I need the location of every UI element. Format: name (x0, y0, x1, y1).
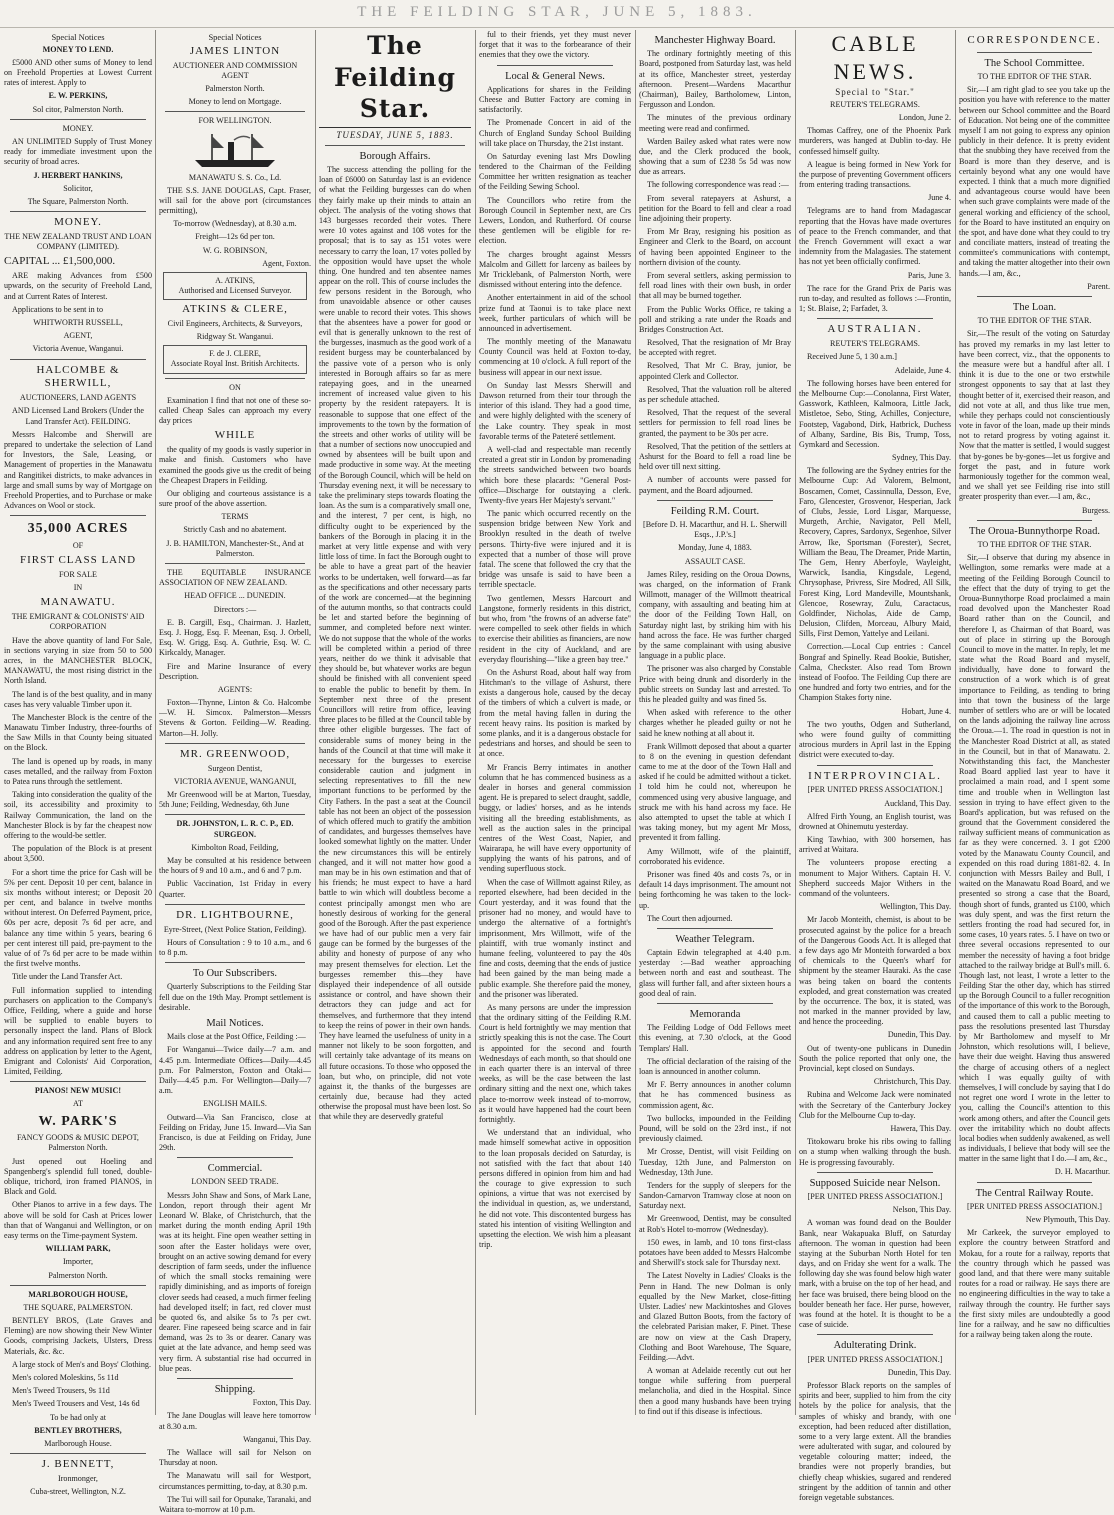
article-text: King Tawhiao, with 300 horsemen, has arrived at Waitara. (799, 835, 951, 855)
ad-heading: THE EQUITABLE INSURANCE ASSOCIATION OF NEW ZEALAND. (159, 568, 311, 588)
ad-text: THE SQUARE, PALMERSTON. (23, 1302, 133, 1312)
column-6 (799, 30, 952, 1503)
ad-heading: J. BENNETT, (41, 1458, 115, 1471)
ad-text: May be consulted at his residence between the hours of 9 and 10 a.m., and 6 and 7 p.m. (159, 856, 311, 876)
ad-text: Kimbolton Road, Feilding, (191, 842, 279, 852)
ad-text: FANCY GOODS & MUSIC DEPOT, Palmerston North. (17, 1133, 139, 1153)
section-header: Special Notices (51, 32, 105, 42)
ad-text: Sol citor, Palmerston North. (32, 104, 124, 114)
article-text: As many persons are under the impression that the ordinary sitting of the Feilding R.M. Court is held fortnightly we may mention that strictly speaking this is not the case. The Court is appointed for the second and fourth Wednesdays of each month, so that should one in each quarter there is an interval of three weeks, as will be the case between the last ordinary sitting and the next one, which takes place to-morrow week instead of to-morrow, as it would have happened had the court been fortnightly. (479, 1002, 631, 1124)
divider (165, 563, 305, 564)
ad-text: Authorised and Licensed Surveyor. (178, 286, 292, 296)
dateline: Paris, June 3. (907, 270, 951, 280)
ad-text: Public Vaccination, 1st Friday in every Quarter. (159, 879, 311, 899)
ad-text: OF (72, 540, 84, 550)
dateline: London, June 2. (898, 112, 951, 122)
dateline: Dunedin, This Day. (887, 1367, 951, 1377)
article-text: The Jane Douglas will leave here tomorrow at 8.30 a.m. (159, 1411, 311, 1431)
ad-name: W. G. ROBINSON, (202, 245, 268, 255)
ad-text: Full information supplied to intending purchasers on application to the Company's Office, Feilding, where a guide and horse will be supplied to enable buyers to personally inspect the land. Plans of Block and any information required sent free to any address on application by letter to the Agent, Emigrant and Colonists' Aid Corporation, Limited, Feilding. (4, 985, 152, 1077)
article-subhead: TO THE EDITOR OF THE STAR. (977, 72, 1092, 82)
article-text: Resolved, That the petition of the settlers at Ashurst for the Board to fell a road line be held over till next sitting. (639, 441, 791, 472)
letter-signature: D. H. Macarthur. (1054, 1167, 1110, 1177)
ad-text: Foxton—Thynne, Linton & Co. Halcombe—W. H. Simcox. Palmerston—Messrs Stevens & Gorton. Feilding—W. Reading. Marton—H. Jolly. (159, 698, 311, 738)
ad-text: Men's Tweed Trousers, 9s 11d (12, 1386, 110, 1396)
ad-text: Directors :— (213, 604, 257, 614)
article-text: Frank Willmott deposed that about a quarter to 8 on the evening in question defendant came to me at the door of the Town Hall and asked if he could be admitted without a ticket. I told him he could not, whereupon he commenced using very abusive language, and struck me with his hand across my face. He also attempted to upset the table at which I was taking money, but my agent Mr Moss, prevented it from falling. (639, 741, 791, 843)
dateline: Dunedin, This Day. (887, 1030, 951, 1040)
ad-heading: PIANOS! NEW MUSIC! (34, 1086, 122, 1096)
divider (497, 65, 613, 66)
article-text: Titokowaru broke his ribs owing to falling on a stump when walking through the bush. He is progressing favourably. (799, 1137, 951, 1167)
divider (165, 743, 305, 744)
divider (325, 145, 465, 146)
article-text: Mr Jacob Monteith, chemist, is about to be prosecuted against by the police for a breach of the Dangerous Goods Act. It is alleged that a few days ago Mr Monteith forwarded a box of chemicals to the Queen's wharf for shipment by the steamer Hauraki. As the case was being taken on board the contents exploded, and great consternation was created by the occurrence. The box, it is stated, was not marked in the manner provided by law, and hence the proceeding. (799, 915, 951, 1027)
column-rule (315, 30, 316, 1415)
article-text: The Councillors who retire from the Borough Council in September next, are Crs Lewers, London, and Rutherford. Of course these gentlemen will be eligible for re-election. (479, 195, 631, 246)
section-heading: Mail Notices. (206, 1017, 264, 1029)
dateline: Hawera, This Day. (890, 1123, 951, 1133)
article-text: Mr Francis Berry intimates in another column that he has commenced business as a dealer in horses and general commission agent. He is prepared to select draught, saddle, buggy, or ladies' horses, and as he intends visiting all the breeding establishments, as well as the auction sales in the principal centres of the West Coast, Napier, and Wairarapa, he will have every opportunity of supplying the wants of his patrons, and of vending superfluous stock. (479, 762, 631, 874)
article-text: Mr Greenwood, Dentist, may be consulted at Rob's Hotel to-morrow (Wednesday). (639, 1214, 791, 1234)
article-text: Two bullocks, impounded in the Feilding Pound, will be sold on the 23rd inst., if not previously claimed. (639, 1113, 791, 1144)
ad-text: Victoria Avenue, Wanganui. (32, 344, 124, 354)
ad-heading: FOR WELLINGTON. (198, 116, 272, 126)
column-1 (4, 30, 152, 1497)
section-banner: INTERPROVINCIAL. (808, 769, 942, 782)
divider (165, 814, 305, 815)
ad-heading: MONEY. (54, 216, 102, 229)
dateline: Adelaide, June 4. (894, 365, 951, 375)
ad-text: The Square, Palmerston North. (27, 196, 129, 206)
ad-heading: HALCOMBE & SHERWILL, (36, 363, 120, 390)
ad-heading: MONEY TO LEND. (42, 44, 114, 54)
divider (10, 1285, 146, 1286)
article-heading: The Oroua-Bunnythorpe Road. (969, 525, 1100, 537)
article-heading: Manchester Highway Board. (654, 35, 776, 46)
column-3 (319, 30, 471, 1415)
ad-name: E. W. PERKINS, (48, 91, 108, 101)
section-banner: CABLE NEWS. (831, 31, 919, 84)
ad-text: THE S.S. JANE DOUGLAS, Capt. Fraser, will sail for the above port (circumstances permitting), (159, 185, 311, 216)
ad-heading: W. PARK'S (38, 1113, 118, 1129)
divider (10, 119, 146, 120)
ad-text: Palmerston North. (205, 83, 265, 93)
divider (177, 1157, 293, 1158)
ad-text: Applications to be sent in to (12, 304, 104, 314)
column-7 (959, 30, 1110, 1415)
ad-heading: TERMS (221, 512, 249, 522)
article-text: The panic which occurred recently on the suspension bridge between New York and Brooklyn resulted in the death of twelve persons. Thirty-five were injured and it is expected that a number of those will prove fatal. The scene that followed the cry that the bridge was unsafe is said to have been a terrible spectacle. (479, 509, 631, 590)
ad-text: Money to lend on Mortgage. (188, 97, 282, 107)
article-text: The Feilding Lodge of Odd Fellows meet this evening, at 7.30 o'clock, at the Good Templars' Hall. (639, 1023, 791, 1053)
ad-text: Men's colored Moleskins, 5s 11d (12, 1373, 119, 1383)
article-text: The Manawatu will sail for Westport, circumstances permitting, to-day, at 8.30 p.m. (159, 1471, 311, 1491)
ad-text: Our obliging and courteous assistance is a sure proof of the above assertion. (159, 488, 311, 509)
ad-heading: FIRST CLASS LAND (19, 554, 137, 567)
ad-text: For Wanganui—Twice daily—7 a.m. and 4.45 p.m. Intermediate Offices—Daily—4.45 p.m. For Palmerston, Foxton and Otaki—Daily—4.45 p.m. For Wellington—Daily—7 a.m. (159, 1045, 311, 1096)
article-text: The Latest Novelty in Ladies' Cloaks is the Penn in Hand. The new Dolman is only equalled by the New Market, close-fitting Ulster. Ladies' new Mackintoshes and Gloves and Glazed Button Boots, from the factory of the celebrated Parisian maker, F. Pinet. These are now on view at the Cash Drapery, Clothing and Boot Warehouse, The Square, Feilding.—Advt. (639, 1271, 791, 1362)
column-2 (159, 30, 311, 1514)
ad-heading: MONEY. (62, 123, 94, 133)
article-text: A number of accounts were passed for payment, and the Board adjourned. (639, 475, 791, 495)
article-text: The race for the Grand Prix de Paris was run to-day, and resulted as follows :—Frontin, 1; St. Blaise, 2; Farfadet, 3. (799, 283, 951, 314)
ad-text: ENGLISH MAILS. (203, 1099, 267, 1109)
divider (10, 359, 146, 360)
ad-capital: CAPITAL ... £1,500,000. (4, 255, 116, 268)
article-text: A well-clad and respectable man recently created a great stir in London by promenading the streets sandwiched between two boards which bore these placards: "General Post-office—Discharge for outstaying a clerk. Twenty-five years Her Majesty's servant." (479, 444, 631, 505)
article-heading: Adulterating Drink. (833, 1340, 917, 1352)
ad-text: Just opened out Hoeling and Spangenberg's splendid full toned, double-oblique, trichord, iron framed PIANOS, in Black and Gold. (4, 1156, 152, 1197)
ad-text: ARE making Advances from £500 upwards, on the security of Freehold Land, and at Current Rates of Interest. (4, 271, 152, 301)
ad-text: IN (73, 583, 83, 593)
ad-text: Title under the Land Transfer Act. (12, 972, 123, 982)
article-text: Mr F. Berry announces in another column that he has commenced business as commission agent, &c. (639, 1080, 791, 1110)
article-text: Mr Crosse, Dentist, will visit Feilding on Tuesday, 12th June, and Palmerston on Wednesday, 13th June. (639, 1147, 791, 1177)
divider (977, 1182, 1092, 1183)
article-text: Rubina and Welcome Jack were nominated with the Secretary of the Canterbury Jockey Club for the Melbourne Cup to-day. (799, 1090, 951, 1120)
ad-text: The Manchester Block is the centre of the Manawatu Timber Industry, three-fourths of the Saw Mills in that County being situated on the Block. (4, 712, 152, 753)
divider (10, 515, 146, 516)
article-text: Messrs John Shaw and Sons, of Mark Lane, London, report through their agent Mr Leonard W. Blake, of Christchurch, that the market during the month ending April 19th was at its height. Fine open weather setting in soon after the Easter holidays were over, brought on an active sowing demand for every description of farm seeds, under the influence of which the small stocks remaining were rapidly diminishing, and as imports of foreign clover seeds had ceased, a much firmer feeling had developed itself; in fact, red clover must be quoted 6s, and alsike 5s to 7s per cwt. dearer. Fine rapeseed being scarce and in fair demand, was 2s to 3s or dearer. Canary was quiet at the late advance, and hemp seed was very firm. A substantial rise had occurred in blue peas. (159, 1190, 311, 1373)
article-subhead: [PER UNITED PRESS ASSOCIATION.] (807, 1354, 943, 1364)
article-text: On the Ashurst Road, about half way from Hitchman's to the village of Ashurst, there exists a dangerous hole, caused by the decay of the timbers of which a culvert is made, or from the metal having fallen in during the recent heavy rains. Its position is marked by some planks, and it is a dangerous obstacle for pedestrians and horses, and should be seen to at once. (479, 667, 631, 759)
article-text: From the Public Works Office, re taking a poll and striking a rate under the Roads and Bridges Construction Act. (639, 304, 791, 334)
article-text: From several ratepayers at Ashurst, a petition for the Board to fell and clear a road line adjoining their property. (639, 193, 791, 224)
article-heading: Feilding R.M. Court. (670, 505, 760, 517)
article-text: The minutes of the previous ordinary meeting were read and confirmed. (639, 113, 791, 133)
ad-name: WHITWORTH RUSSELL, (33, 317, 123, 327)
divider (165, 904, 305, 905)
ad-text: Mails close at the Post Office, Feilding :— (167, 1032, 306, 1042)
ad-heading: JAMES LINTON (189, 44, 281, 57)
article-subhead: [PER UNITED PRESS ASSOCIATION.] (807, 1191, 943, 1201)
ad-text: Taking into consideration the quality of the soil, its accessibility and proximity to Railway Communication, the land on the Manchester Block is by far the cheapest now offering to the would-be settler. (4, 790, 152, 840)
article-text: The following correspondence was read :— (647, 180, 789, 190)
column-rule (475, 30, 476, 1415)
ad-text: To be had only at (49, 1412, 107, 1422)
ad-text: Examination I find that not one of these so-called Cheap Sales can approach my every day prices (159, 395, 311, 426)
ad-text: Marlborough House. (44, 1438, 112, 1448)
issue-date: TUESDAY, JUNE 5, 1883. (336, 129, 454, 140)
article-text: Captain Edwin telegraphed at 4.40 p.m. yesterday :—Bad weather approaching between north and east and southeast. The glass will further fall, and after sixteen hours a good deal of rain. (639, 948, 791, 998)
ad-text: AUCTIONEER AND COMMISSION AGENT (172, 60, 298, 80)
ad-heading: THE EMIGRANT & COLONISTS' AID CORPORATION (11, 612, 145, 632)
article-text: Resolved, That the request of the several settlers for permission to fell road lines be granted, the payment to be 30s per acre. (639, 408, 791, 438)
ad-name: J. HERBERT HANKINS, (33, 170, 123, 180)
article-text: Amy Willmott, wife of the plaintiff, corroborated his evidence. (639, 846, 791, 866)
article-text: James Riley, residing on the Oroua Downs, was charged, on the information of Frank Willmott, manager of the Willmott theatrical company, with assaulting and beating him at the door of the Feilding Town Hall, on Saturday night last, by striking him with his hand across the face. He was further charged by the same complainant with using abusive language in a public place. (639, 569, 791, 661)
ad-text: Outward—Via San Francisco, close at Feilding on Friday, June 15. Inward—Via San Francisco, is due at Feilding on Friday, June 29th. (159, 1112, 311, 1153)
divider (165, 378, 305, 379)
article-text: From Mr Bray, resigning his position as Engineer and Clerk to the Board, on account of having been appointed Engineer to the northern division of the county. (639, 227, 791, 267)
newspaper-masthead: THE FEILDING STAR, JUNE 5, 1883. (0, 0, 1114, 28)
article-text: The success attending the polling for the loan of £6000 on Saturday last is an evidence of what the Feilding burgesses can do when they fairly make up their minds to attain an object. The analysis of the voting shows that 143 burgesses recorded their votes. There were 10 votes against and 108 votes for the proposal; that is to say as 151 votes were necessary to carry the loan, 17 votes polled by the opposition would have upset the whole thing. One hundred and ten absentee names appear on the roll. This of course includes the few persons resident in the Borough, who from unavoidable absence or other causes were unable to record their votes. This shows that the absentees have a power for good or evil that is generally unknown to the rest of the burgesses, inasmuch as the good work of a resident burgess may be counterbalanced by the passive vote of a person who is only interested in Borough affairs so far as mere ratepaying goes, and in the unearned increment of increased value given to his property by the resident ratepayers. It is reasonable to suppose that one effect of the improvements to the town by the formation of the streets and other works of utility will be that a number of sections now unoccupied and owned by absentees will be built upon and made productive in some way. At the meeting of the Borough Council, which will be held on Thursday evening next, it will be necessary to take the preliminary steps towards floating the loan. As the sum is a comparatively small one, and the interest, 7 per cent, is high, no difficulty ought to be experienced by the bankers of the Borough in placing it in the market at very little expense and with very little loss of time. In fact the Borough ought to be able to have a great part of the heavier works to be undertaken, well forward—as far as the specifications and other necessary parts of the work are concerned—at the beginning of the autumn months, so that contracts could be let and started before the beginning of summer, and completed before next winter. We do not suppose that the whole of the works will be completed within a period of three years, neither do we think it advisable that they should be, but whatever works are begun should be finished with all convenient speed to enable the public to benefit by them. In September next three of the present Councillors will retire from office, leaving three places to be filled at the Council table by three other eligible burgesses. The fact of considerable sums of money being in the hands of the Council at that time will make it necessary for the burgesses to exercise considerable caution and judgment in selecting representatives to fill the new important functions to be performed by the City Fathers. In the past a seat at the Council table has not been an object of the possession of which offered much to gratify the ambition of candidates, and burgesses themselves have looked somewhat lightly on the matter. Under the new circumstances this will be entirely changed, and it will not matter how good a man may be in his own estimation and that of his friends; he must expect to have a hard battle to win which will doubtless become a contest principally amongst men who are honestly desirous of working for the general good of the Borough. After the past experience we have had of our public men a very fair gauge can be formed by the burgesses of the ability and honesty of purpose of any who may present themselves for election. Let the burgesses remember this—they have displayed their independence of all outside assistance or control, and have shown their detractors they can judge and act for themselves, and furthermore that they intend to keep the reins of power in their own hands. They have learned the usefulness of unity in a manner not likely to be soon forgotten, and will certainly take advantage of its means on all future occasions. To those who opposed the loan, but who, on principle, did not vote against it, the thanks of the burgesses are certainly due, because had they acted otherwise the proposal must have been lost. So that while they are deservedly grateful (319, 165, 471, 1122)
ad-text: Quarterly Subscriptions to the Feilding Star fell due on the 19th May. Prompt settlement is desirable. (159, 982, 311, 1012)
article-text: The following horses have been entered for the Melbourne Cup:—Conolanna, First Water, Gasswork, Kathleen, Kalmoora, Little Jack, Mistletoe, Sebo, Sting, Achilles, Conjecture, Footstep, Vagabond, Dirk, Hatbrick, Duchess of Albany, Sardine, Bis Bis, Trump, Toss, Gymkard and Secession. (799, 378, 951, 449)
section-subhead: Special to "Star." (835, 87, 915, 98)
divider (165, 962, 305, 963)
dateline: June 4. (928, 193, 951, 203)
article-heading: Supposed Suicide near Nelson. (809, 1177, 941, 1189)
dateline: Monday, June 4, 1883. (678, 543, 752, 553)
ad-text: Strictly Cash and no abatement. (183, 525, 287, 535)
ad-heading: WHILE (214, 429, 256, 442)
article-text: The prisoner was also charged by Constable Price with being drunk and disorderly in the public streets on Sunday last and arrested. To this he pleaded guilty and was fined 5s. (639, 664, 791, 704)
article-text: Alfred Firth Young, an English tourist, was drowned at Ohinemutu yesterday. (799, 811, 951, 831)
ad-text: BENTLEY BROS, (Late Graves and Fleming) are now showing their New Winter Goods, comprising Jackets, Ulsters, Dress Materials, &c. &c. (4, 1316, 152, 1356)
newspaper-title: The Feilding Star. (319, 30, 471, 128)
ad-text: To-morrow (Wednesday), at 8.30 a.m. (173, 219, 297, 229)
ad-text: Men's Tweed Trousers and Vest, 14s 6d (12, 1399, 140, 1409)
ad-text: AN UNLIMITED Supply of Trust Money ready for immediate investment upon the security of broad acres. (4, 137, 152, 167)
article-subhead: REUTER'S TELEGRAMS. (830, 99, 920, 109)
ad-heading: MANAWATU. (40, 596, 116, 609)
article-text: Prisoner was fined 40s and costs 7s, or in default 14 days imprisonment. The amount not being forthcoming he was taken to the lock-up. (639, 869, 791, 910)
dateline: Christchurch, This Day. (873, 1077, 951, 1087)
article-subhead: REUTER'S TELEGRAMS. (830, 339, 920, 349)
section-heading: Commercial. (207, 1163, 263, 1175)
article-subhead: [Before D. H. Macarthur, and H. L. Sherwill Esqs., J.P.'s.] (643, 519, 787, 540)
column-rule (635, 30, 636, 1415)
article-text: The ordinary fortnightly meeting of this Board, postponed from Saturday last, was held at its office, Manchester street, yesterday afternoon. Present—Wardens Macarthur (Chairman), Bailey, Bartholomew, Linton, Fergusson and London. (639, 49, 791, 110)
dateline: Hobart, June 4. (901, 706, 951, 716)
article-text: Warden Bailey asked what rates were now due, and the Clerk produced the book, showing that a sum of £238 5s 5d was now due as arrears. (639, 136, 791, 177)
article-text: Two gentlemen, Messrs Harcourt and Langstone, formerly residents in this district, but who, from "the frowns of an adverse fate" were compelled to seek other fields in which to exercise their abilities as financiers, are now resident in the city of Auckland, and are everyday flourishing—"like a green bay tree." (479, 593, 631, 664)
ad-text: Palmerston North. (48, 1270, 108, 1280)
dateline: New Plymouth, This Day. (1025, 1215, 1110, 1225)
divider (817, 318, 933, 319)
column-5 (639, 30, 791, 1415)
article-text: The monthly meeting of the Manawatu County Council was held at Foxton to-day, commencing at 10 o'clock. A full report of the business will appear in our next issue. (479, 337, 631, 377)
article-text: The Wallace will sail for Nelson on Thursday at noon. (159, 1448, 311, 1468)
divider (10, 1453, 146, 1454)
article-text: Sir,—The result of the voting on Saturday has proved my remarks in my last letter to have been correct, viz., that the opponents to the measure were but a handful after all. I think it is due to the one or two erstwhile strongest opponents to say that at last they thought better of it, exercised their reason, and did not vote at all, and thus like true men, while they perhaps could not conscientiously vote in favor of the loan, made up their minds not to retard progress by voting against it. Now that the matter is settled, I would suggest that by-gones be by-gones—let us forgive and forget the past, and in future work harmoniously together for the common weal, and we shall yet see Feilding rise into still greater prosperity than ever.—I am, &c., (959, 329, 1110, 502)
ad-text: Have the above quantity of land For Sale, in sections varying in size from 50 to 500 acres, in the MANCHESTER BLOCK, MANAWATU, the most rising district in the North Island. (4, 635, 152, 686)
ad-heading: ON (229, 382, 241, 392)
article-heading: Local & General News. (505, 70, 605, 82)
dateline: Sydney, This Day. (891, 453, 951, 463)
article-text: Resolved, That Mr C. Bray, junior, be appointed Clerk and Collector. (639, 361, 791, 381)
ad-text: The land is of the best quality, and in many cases has very valuable Timber upon it. (4, 689, 152, 709)
ad-text: LONDON SEED TRADE. (191, 1177, 279, 1187)
article-heading: The Central Railway Route. (975, 1187, 1094, 1199)
article-text: The volunteers propose erecting a monument to Major Withers. Captain H. V. Shepherd succeeds Major Withers in the command of the volunteers. (799, 858, 951, 899)
article-text: A woman was found dead on the Boulder Bank, near Wakapuaka Bluff, on Saturday afternoon. The woman in question had been staying at the Suburban North Hotel for ten days, and on Friday she went for a walk. The following day she was found below high water mark, with a bruise on the top of her head, and her face was bruised, there being blood on the boulder beneath her face. Her purse, however, was found at the hotel. It is thought to be a case of suicide. (799, 1218, 951, 1330)
ad-box (163, 272, 307, 300)
section-header: Special Notices (208, 32, 262, 42)
letter-signature: Burgess. (1082, 505, 1110, 515)
article-text: 150 ewes, in lamb, and 10 tons first-class potatoes have been added to Messrs Halcombe and Sherwill's stock sale for Thursday next. (639, 1237, 791, 1268)
ad-heading: MARLBOROUGH HOUSE, (28, 1289, 128, 1299)
ad-text: Eyre-Street, (Next Police Station, Feilding). (163, 924, 307, 934)
ad-heading: DR. LIGHTBOURNE, (176, 908, 294, 921)
article-subhead: Received June 5, 1 30 a.m.] (807, 352, 897, 362)
ad-text: For a short time the price for Cash will be 5% per cent. Deposit 10 per cent, balance in six months without interest; or Deposit 20 per cent, and balance in twelve months without interest. On Deferred Payment, price, 60s per acre, deposit 7s 6d per acre, and balance any time within 5 years, bearing 6 per cent interest till paid, pre-payment to the value of of 7s 6d per acre to be made within the first twelve months. (4, 867, 152, 969)
article-text: When asked with reference to the other charges whether he pleaded guilty or not he said he knew nothing at all about it. (639, 708, 791, 738)
article-text: Out of twenty-one publicans in Dunedin South the police reported that only one, the Provincial, kept closed on Sundays. (799, 1043, 951, 1074)
article-text: A league is being formed in New York for the purpose of preventing Government officers from entering trading transactions. (799, 159, 952, 190)
ad-text: Associate Royal Inst. British Architects. (170, 359, 300, 369)
column-rule (955, 30, 956, 1415)
article-subhead: TO THE EDITOR OF THE STAR. (977, 316, 1092, 326)
ad-text: FOR SALE (58, 570, 97, 579)
article-text: The two youths, Odgen and Sutherland, who were found guilty of committing atrocious murders in April last in the Epping district were executed to-day. (799, 719, 951, 760)
ad-text: AND Licensed Land Brokers (Under the Land Transfer Act). FEILDING. (12, 406, 144, 426)
ad-text: Surgeon Dentist, (207, 763, 263, 773)
divider (817, 1172, 933, 1173)
dateline: Foxton, This Day. (252, 1398, 311, 1408)
section-banner: AUSTRALIAN. (827, 323, 923, 336)
article-text: Correction.—Local Cup entries : Cancel Bongraf and Spinelly. Read Bookie, Butisher, Calma, Checkster. Also read Tom Brown instead of Foofoo. The Feilding Cup there are one hundred and forty two entries, and for the Champion Stakes forty nine. (799, 642, 951, 703)
ad-text: VICTORIA AVENUE, WANGANUI, (173, 776, 297, 786)
ad-heading: DR. JOHNSTON, L. R. C. P., ED. SURGEON. (176, 819, 294, 839)
divider (165, 111, 305, 112)
divider (657, 1003, 773, 1004)
ad-text: A large stock of Men's and Boys' Clothing. (12, 1359, 152, 1369)
article-text: Sir,—I am right glad to see you take up the position you have with reference to the matter between our School committee and the Board of Education. Not being one of the committee myself I am not going to express any opinion publicly in their defence. It is pretty evident that the snubbing they have received from the Board is more than they deserve, and is certainly beyond what any one would have expected. I think that a much more dignified and advantageous course would have been when such grave complaints were made of the general working and efficiency of the school, for the Board to have instituted an enquiry on the spot, and have done what they could to try and conciliate matters, instead of treating the committee's communications with contempt, and taking the matter altogether into their own hands.—I am, &c., (959, 85, 1110, 278)
article-heading: The School Committee. (984, 57, 1085, 69)
dateline: Nelson, This Day. (892, 1205, 951, 1215)
article-text: The charges brought against Messrs Malcolm and Gillett for larceny as bailees by Mr Tricklebank, of Palmerston North, were dismissed without entering into the defence. (479, 249, 631, 290)
article-heading: Memoranda (689, 1009, 741, 1021)
ad-name: BENTLEY BROTHERS, (34, 1425, 122, 1435)
divider (817, 765, 933, 766)
ad-text: Agent, Foxton. (262, 258, 311, 268)
article-text: A woman at Adelaide recently cut out her tongue while suffering from puerperal melancholia, and died in the Hospital. Since then a good many husbands have been trying to find out if this disease is infectious. (639, 1366, 791, 1416)
ad-text: E. B. Cargill, Esq., Chairman. J. Hazlett, Esq. J. Hogg, Esq. F. Meenan, Esq. J. Orbell, Esq. W. Grigg, Esq. A. Guthrie, Esq. W. C. Kirkcaldy, Manager. (159, 617, 311, 658)
ad-heading: MR. GREENWOOD, (179, 747, 291, 760)
divider (977, 520, 1092, 521)
column-rule (155, 30, 156, 1415)
section-heading: To Our Subscribers. (192, 968, 278, 980)
ad-text: Fire and Marine Insurance of every Description. (159, 661, 311, 681)
article-text: From several settlers, asking permission to fell road lines with their own bush, in order that all may be burned together. (639, 270, 791, 301)
section-heading: Shipping. (214, 1384, 256, 1396)
article-text: Applications for shares in the Feilding Cheese and Butter Factory are coming in satisfactorily. (479, 84, 631, 115)
article-text: The Promenade Concert in aid of the Church of England Sunday School Building will take place on Thursday, the 21st instant. (479, 118, 631, 148)
dateline: Wellington, This Day. (879, 902, 951, 912)
article-subhead: [PER UNITED PRESS ASSOCIATION.] (967, 1201, 1102, 1211)
divider (177, 1378, 293, 1379)
ad-text: Civil Engineers, Architects, & Surveyors, (167, 319, 303, 329)
ad-text: AGENTS: (217, 684, 253, 694)
article-text: When the case of Willmott against Riley, as reported elsewhere, had been decided in the Court yesterday, and it was found that the prisoner had no money, and would have to undergo the alternative of a fortnight's imprisonment, Mrs Willmott, wife of the plaintiff, with true womanly instinct and humane feeling, volunteered to pay the 40s fine and costs, deeming that the ends of justice had been gained by the man being made a public example. She therefore paid the money, and the prisoner was liberated. (479, 877, 631, 999)
letter-signature: Parent. (1087, 281, 1110, 291)
article-heading: Weather Telegram. (675, 933, 755, 945)
article-text: We understand that an individual, who made himself somewhat active in opposition to the loan proposals decided on Saturday, is not satisfied with the fact that about 140 persons differed in opinion from him and had the courage to give expression to such opinions, a virtue that was not exercised by the individual in question, as, we understand, he did not vote. This discontented burgess has stated his intention of visiting Wellington and upsetting the election. We wish him a pleasant trip. (479, 1128, 631, 1250)
divider (10, 1081, 146, 1082)
divider (977, 52, 1092, 53)
ad-text: Solicitor, (63, 183, 93, 193)
ad-heading: ATKINS & CLERE, (182, 303, 288, 316)
ad-text: Ironmonger, (58, 1474, 98, 1484)
article-text: On Sunday last Messrs Sherwill and Dawson returned from their tour through the interior of this island. They had a good time, and were highly delighted with the scenery of the Lake country. They speak in most favorable terms of the Pateteré settlement. (479, 380, 631, 441)
article-text: Tenders for the supply of sleepers for the Sandon-Carnarvon Tramway close at noon on Saturday next. (639, 1180, 791, 1211)
article-subhead: TO THE EDITOR OF THE STAR. (977, 540, 1092, 550)
ad-text: HEAD OFFICE ... DUNEDIN. (184, 591, 286, 601)
divider (817, 1334, 933, 1335)
ad-text: MANAWATU S. S. Co., Ld. (188, 172, 282, 182)
article-subhead: ASSAULT CASE. (684, 556, 746, 566)
ad-text: Cuba-street, Wellington, N.Z. (30, 1487, 126, 1497)
article-heading: Borough Affairs. (359, 150, 431, 162)
ad-text: Hours of Consultation : 9 to 10 a.m., and 6 to 8 p.m. (159, 937, 311, 957)
ad-text: AGENT, (63, 331, 93, 341)
ad-name: F. de J. CLERE, (209, 349, 261, 359)
article-text: Sir,—I observe that during my absence in Wellington, some remarks were made at a meeting of the Feilding Borough Council to the effect that the duty of trying to get the Oroua-Bunnythorpe Road proclaimed a main road devolved upon the Manchester Road Board rather than on the Council, and therefore I, as Chairman of that Board, was out of place in stirring up the Borough Council to move in the matter. In reply, let me state what the Road Board and myself, individually, have done to forward the construction of a work which is of great importance to Feilding, as tending to bring into that town the business of the large number of settlers who are or will be located on the lands adjoining the railway line across the Oroua.—1. The road in question is not in the Manchester Road District at all, as stated in the Council, but in that of Manawatu. 2. Notwithstanding this fact, the Manchester Road Board applied last year to have it proclaimed a main road, and I spent some time and trouble when in Wellington last session in trying to have effect given to the Board's application, but was refused on the ground that the Government considered the railway sufficient means of communication as far as they were concerned. 3. I got £200 voted by the Manawatu County Council, and expended on this road during 1881-82. 4. In conjunction with Messrs Bailey and Bull, I waited on the Manawatu Road Board, and we presented so strong a case that the Board, though short of funds, granted us £100, which was duly spent, and was the first return the settlers fronting the road had secured for, in some cases, 10 years rates. 5. I have on two or three several occasions represented to our member the necessity of having a foot bridge attached to the railway bridge at Bull's mill. 6. Though last, not least, I wrote a letter to the Feilding Star the other day, which has stirred up the Borough Council to a fuller recognition of the importance of this work to the Borough, and caused them to call a public meeting to pass the resolutions presented last Thursday by Mr Bartholomew and myself to Mr Johnston, which resolutions will, I believe, have their due weight. Having thus answered the charge of accusing others of a neglect which I was equally guilty of with themselves, I will conclude by saying that I do not regret one word I wrote in the letter to you, calling the Council's attention to this work among others, and after the Council gets over the irritability which no doubt affects local bodies when suddenly awakened, as well as individuals, I believe that body will see the matter in the same light that I do.—I am, &c., (959, 553, 1110, 1164)
article-text: Thomas Caffrey, one of the Phoenix Park murderers, was hanged at Dublin to-day. He confessed himself guilty. (799, 126, 951, 156)
ad-text: Mr Greenwood will be at Marton, Tuesday, 5th June; Feilding, Wednesday, 6th June (159, 790, 311, 810)
newspaper-nameplate (319, 30, 471, 141)
article-text: The following are the Sydney entries for the Melbourne Cup: Ad Valorem, Belmont, Boscamen, Comet, Cassinnulla, Desson, Eve, Faro, Glencester, Grosvenor, Hesperian, Jack of Clubs, Jessie, Lord Lisgar, Marquesse, Murgeth, Archie, Navigator, Pell Mell, Recovery, Capres, Sardonyx, Segenhoe, Silver Arrow, Ike, Sportsman (Forester), Secret, William the Beau, The Dreamer, Pride Martin, The Gem, Henry Aberfoyle, Wayleight, Warwick, Isandia, Kingsdale, Legend, Chrysophase, Privress, Sire Modred, All Silk, Forest King, Lord Mandeville, Mountshank, Glencoe, Rosewray, Zulu, Caractacus, Goldfinder, Nicholas, Aide de Camp, Delusion, Clifden, Morceau, Albury Maid, Sills, First Demon, Yattelye and Leilani. (799, 466, 951, 639)
article-heading: The Loan. (1012, 302, 1057, 314)
ad-text: Messrs Halcombe and Sherwill are prepared to undertake the selection of Land for Investors, the Sale, Leasing, or Management of properties in the Manawatu and Rangitikei districts, to make advances in large and small sums by way of Mortgage on Freehold Properties, and to Purchase or make Advances on Wool or stock. (4, 429, 152, 511)
ad-text: Other Pianos to arrive in a few days. The above will be sold for Cash at Prices lower than that of Wanganui and Wellington, or on easy terms on the Time-payment System. (4, 1200, 152, 1240)
article-text: The official declaration of the raising of the loan is announced in another column. (639, 1056, 791, 1076)
divider (977, 296, 1092, 297)
article-text: Professor Black reports on the samples of spirits and beer, supplied to him from the city hotels by the police for analysis, that the samples of whisky and brandy, with one exception, had been reduced after distillation, some to a very large extent. All the brandies were adulterated with sugar, and coloured by vegetable colouring matter; indeed, the brandies were not properly brandies, but chiefly cheap whiskies, sugared and rendered stringent by the addition of tannin and other foreign vegetable substances. (799, 1380, 951, 1503)
article-subhead: [PER UNITED PRESS ASSOCIATION.] (807, 785, 943, 795)
ad-heading: THE NEW ZEALAND TRUST AND LOAN COMPANY (LIMITED). (4, 232, 152, 252)
article-text: The Tui will sail for Opunake, Taranaki, and Waitara to-morrow at 10 p.m. (159, 1494, 311, 1514)
divider (10, 211, 146, 212)
divider (657, 500, 773, 501)
dateline: Auckland, This Day. (884, 798, 951, 808)
article-text: Resolved, That the valuation roll be altered as per schedule attached. (639, 384, 791, 405)
ad-text: The land is opened up by roads, in many cases metalled, and the railway from Foxton to Patea runs through the settlement. (4, 756, 152, 787)
ad-text: Freight—12s 6d per ton. (195, 232, 275, 242)
article-text: ful to their friends, yet they must never forget that it was to the forbearance of their enemies that they owe the victory. (479, 30, 631, 60)
ad-text: Importer, (62, 1257, 93, 1267)
article-text: The Court then adjourned. (647, 913, 733, 923)
ad-text: AT (73, 1099, 83, 1109)
article-text: On Saturday evening last Mrs Dowling tendered to the Chairman of the Feilding Committee her written resignation as teacher of the Feilding Sewing School. (479, 151, 631, 192)
ad-heading: 35,000 ACRES (27, 521, 129, 537)
article-text: Telegrams are to hand from Madagascar reporting that the Hovas have made overtures of peace to the French commander, and that the French Government will exact a war indemnity from the Malagasies. The statement has not yet been officially confirmed. (799, 206, 951, 267)
ad-box (163, 345, 307, 373)
ad-name: WILLIAM PARK, (45, 1244, 111, 1254)
dateline: Wanganui, This Day. (243, 1434, 311, 1444)
article-text: Another entertainment in aid of the school prize fund at Taonui is to take place next week, further particulars of which will be announced in advertisement. (479, 293, 631, 333)
column-rule (795, 30, 796, 1415)
article-text: Mr Carkeek, the surveyor employed to explore the country between Stratford and Mokau, for a route for a railway, reports that the country through which he passed was good land, and that there were many suitable routes for a road or railway. He says there are no engineering difficulties in the way to take a railway through the country. He further says the first sixty miles are undoubtedly a good line for a railway, and he saw no difficulties for a railway being taken along the route. (959, 1228, 1110, 1340)
steamship-icon (190, 130, 280, 170)
ad-name: A. ATKINS, (215, 276, 255, 285)
divider (657, 928, 773, 929)
ad-text: £5000 AND other sums of Money to lend on Freehold Properties at Lowest Current rates of interest. Apply to (4, 57, 152, 88)
section-banner: CORRESPONDENCE. (967, 34, 1102, 46)
ad-text: the quality of my goods is vastly superior in make and finish. Customers who have examined the goods give us the credit of being the Cheapest Drapers in Feilding. (159, 445, 311, 485)
article-text: Resolved, That the resignation of Mr Bray be accepted with regret. (639, 338, 791, 358)
column-4 (479, 30, 631, 1415)
ad-text: Ridgway St. Wanganui. (196, 332, 274, 342)
ad-text: The population of the Block is at present about 3,500. (4, 844, 152, 864)
ad-name: J. B. HAMILTON, Manchester-St., And at Palmerston. (166, 538, 304, 558)
ad-text: AUCTIONEERS, LAND AGENTS (19, 393, 137, 403)
